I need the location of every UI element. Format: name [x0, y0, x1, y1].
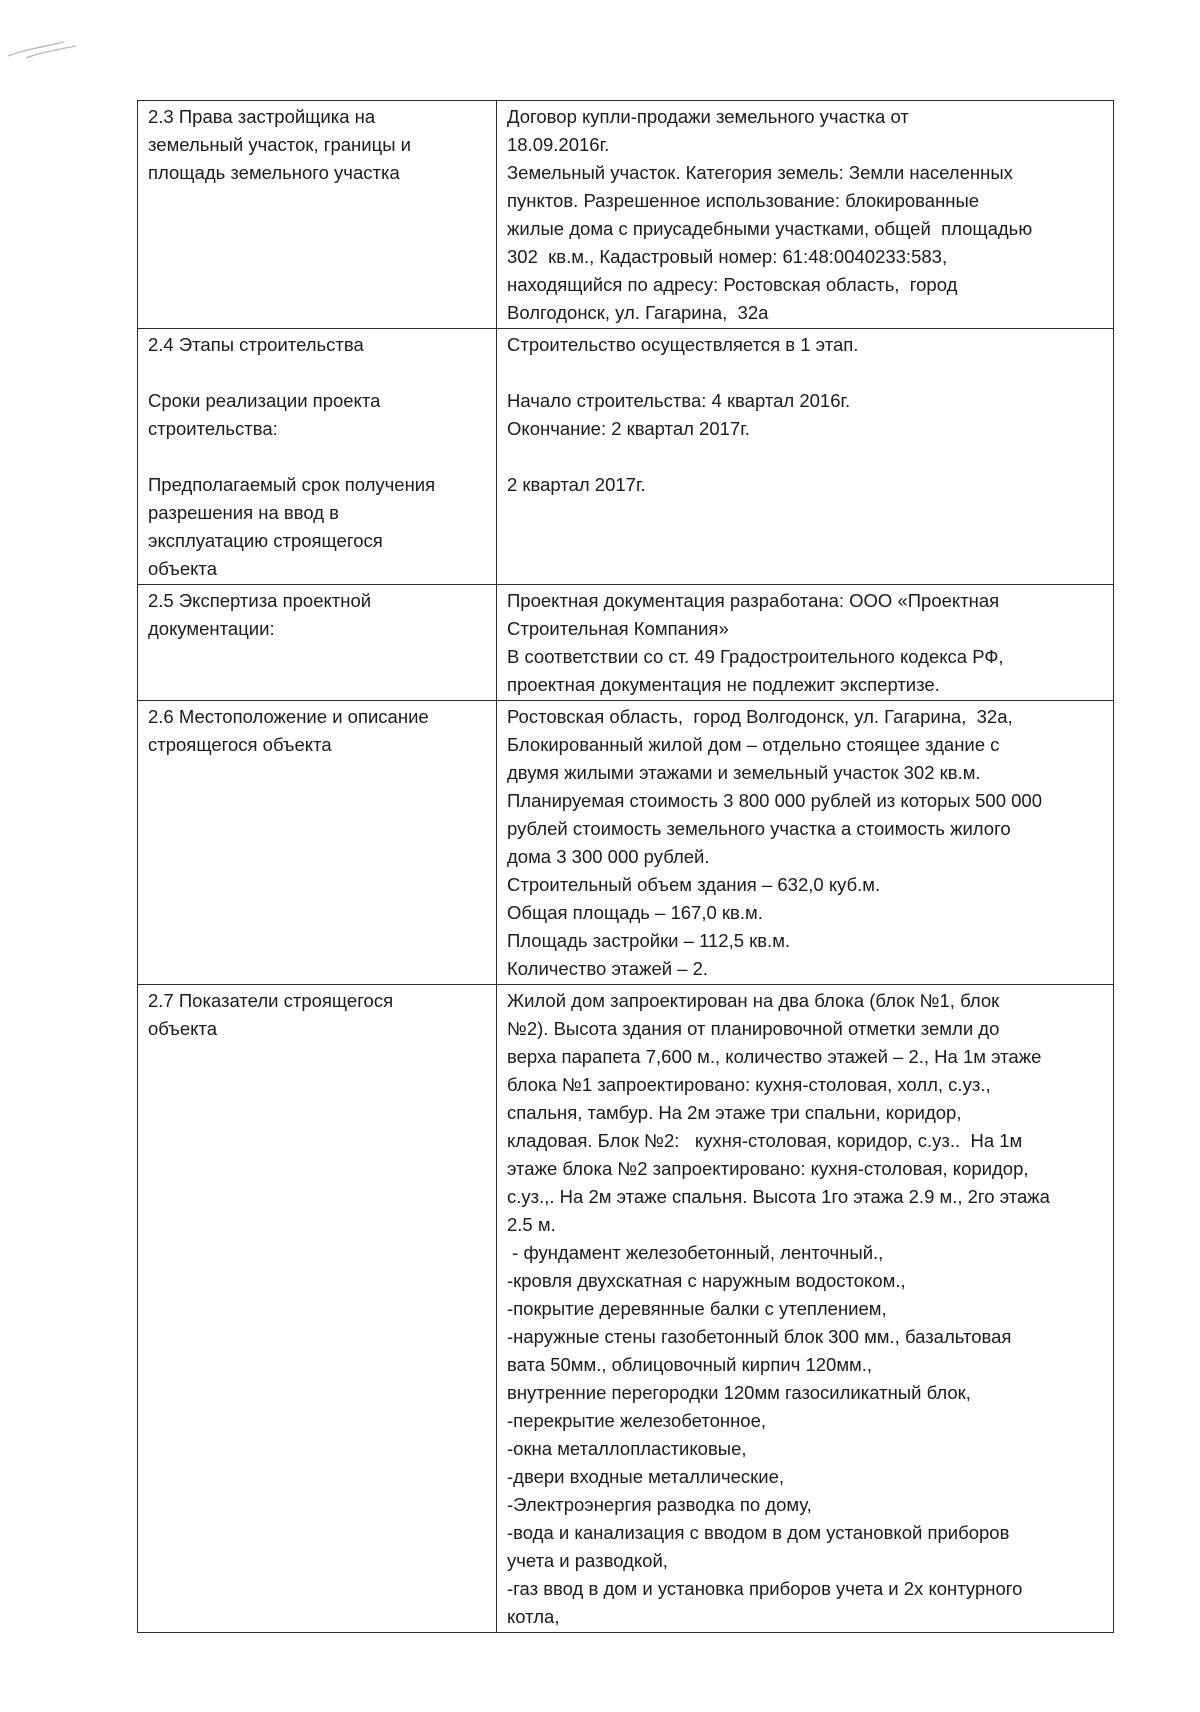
- row-content-line: 302 кв.м., Кадастровый номер: 61:48:0040233:583,: [507, 246, 948, 267]
- row-label-line: 2.5 Экспертиза проектной: [148, 590, 372, 611]
- row-label-line: строящегося объекта: [148, 734, 332, 755]
- row-content-line: пунктов. Разрешенное использование: блокированные: [507, 190, 980, 211]
- row-content-line: спальня, тамбур. На 2м этаже три спальни, коридор,: [507, 1102, 962, 1123]
- developer-info-table: [137, 100, 1114, 1633]
- row-content-line: 2.5 м.: [507, 1214, 556, 1235]
- row-content-line: дома 3 300 000 рублей.: [507, 846, 710, 867]
- row-2-3-content-cell: [497, 101, 1114, 329]
- row-content-line: Договор купли-продажи земельного участка от: [507, 106, 909, 127]
- table-row-2-6: [138, 701, 1114, 985]
- spacer: [507, 359, 1103, 387]
- row-content-line: находящийся по адресу: Ростовская область, город: [507, 274, 958, 295]
- row-content-line: Площадь застройки – 112,5 кв.м.: [507, 930, 791, 951]
- end-value: Окончание: 2 квартал 2017г.: [507, 418, 750, 439]
- row-content-line: Жилой дом запроектирован на два блока (блок №1, блок: [507, 990, 1000, 1011]
- row-content-line: В соответствии со ст. 49 Градостроительного кодекса РФ,: [507, 646, 1004, 667]
- row-content-line: -двери входные металлические,: [507, 1466, 785, 1487]
- row-content-line: -перекрытие железобетонное,: [507, 1410, 767, 1431]
- row-content-line: жилые дома с приусадебными участками, общей площадью: [507, 218, 1033, 239]
- row-content-line: №2). Высота здания от планировочной отметки земли до: [507, 1018, 1000, 1039]
- row-2-4-label-cell: [138, 329, 497, 585]
- row-2-3-label-cell: [138, 101, 497, 329]
- row-content-line: -Электроэнергия разводка по дому,: [507, 1494, 812, 1515]
- row-content-line: Количество этажей – 2.: [507, 958, 709, 979]
- table-row-2-4: [138, 329, 1114, 585]
- row-content-line: Строительная Компания»: [507, 618, 729, 639]
- permit-label-line: Предполагаемый срок получения: [148, 474, 436, 495]
- row-label-line: документации:: [148, 618, 275, 639]
- row-content-line: кладовая. Блок №2: кухня-столовая, коридор, с.уз.. На 1м: [507, 1130, 1023, 1151]
- row-content-line: котла,: [507, 1606, 560, 1627]
- scan-artifact-mark: [6, 34, 86, 64]
- row-content-line: Планируемая стоимость 3 800 000 рублей из которых 500 000: [507, 790, 1043, 811]
- row-2-5-label-cell: [138, 585, 497, 701]
- row-content-line: верха парапета 7,600 м., количество этажей – 2., На 1м этаже: [507, 1046, 1042, 1067]
- row-2-7-content-cell: [497, 985, 1114, 1633]
- row-content-line: -покрытие деревянные балки с утеплением,: [507, 1298, 887, 1319]
- row-2-7-label-cell: [138, 985, 497, 1633]
- start-value: Начало строительства: 4 квартал 2016г.: [507, 390, 851, 411]
- permit-label-line: объекта: [148, 558, 217, 579]
- permit-label-line: эксплуатацию строящегося: [148, 530, 383, 551]
- row-content-line: двумя жилыми этажами и земельный участок 302 кв.м.: [507, 762, 981, 783]
- row-content-line: внутренние перегородки 120мм газосиликатный блок,: [507, 1382, 971, 1403]
- row-content-line: учета и разводкой,: [507, 1550, 668, 1571]
- row-content-line: этаже блока №2 запроектировано: кухня-столовая, коридор,: [507, 1158, 1029, 1179]
- row-label-line: земельный участок, границы и: [148, 134, 411, 155]
- stages-value: Строительство осуществляется в 1 этап.: [507, 334, 859, 355]
- row-2-6-label-cell: [138, 701, 497, 985]
- row-2-6-content-cell: [497, 701, 1114, 985]
- table-row-2-5: [138, 585, 1114, 701]
- table-row-2-7: [138, 985, 1114, 1633]
- row-content-line: Проектная документация разработана: ООО «Проектная: [507, 590, 1000, 611]
- row-label-line: объекта: [148, 1018, 217, 1039]
- permit-value: 2 квартал 2017г.: [507, 474, 646, 495]
- row-content-line: - фундамент железобетонный, ленточный.,: [507, 1242, 884, 1263]
- row-label-line: 2.3 Права застройщика на: [148, 106, 376, 127]
- row-content-line: Блокированный жилой дом – отдельно стоящее здание с: [507, 734, 1000, 755]
- row-content-line: -окна металлопластиковые,: [507, 1438, 747, 1459]
- terms-label-line: Сроки реализации проекта: [148, 390, 381, 411]
- row-content-line: с.уз.,. На 2м этаже спальня. Высота 1го этажа 2.9 м., 2го этажа: [507, 1186, 1050, 1207]
- row-content-line: -кровля двухскатная с наружным водостоком.,: [507, 1270, 906, 1291]
- row-content-line: -вода и канализация с вводом в дом установкой приборов: [507, 1522, 1010, 1543]
- row-content-line: -газ ввод в дом и установка приборов учета и 2х контурного: [507, 1578, 1023, 1599]
- terms-label-line: строительства:: [148, 418, 278, 439]
- row-content-line: рублей стоимость земельного участка а стоимость жилого: [507, 818, 1011, 839]
- row-content-line: 18.09.2016г.: [507, 134, 610, 155]
- table-row-2-3: [138, 101, 1114, 329]
- spacer: [148, 443, 486, 471]
- row-2-4-content-cell: [497, 329, 1114, 585]
- row-content-line: вата 50мм., облицовочный кирпич 120мм.,: [507, 1354, 873, 1375]
- row-content-line: -наружные стены газобетонный блок 300 мм., базальтовая: [507, 1326, 1012, 1347]
- row-label-line: 2.6 Местоположение и описание: [148, 706, 429, 727]
- row-2-5-content-cell: [497, 585, 1114, 701]
- spacer: [148, 359, 486, 387]
- row-label-line: площадь земельного участка: [148, 162, 400, 183]
- spacer: [507, 443, 1103, 471]
- stages-label: 2.4 Этапы строительства: [148, 334, 364, 355]
- row-content-line: Волгодонск, ул. Гагарина, 32а: [507, 302, 769, 323]
- row-content-line: Общая площадь – 167,0 кв.м.: [507, 902, 763, 923]
- row-label-line: 2.7 Показатели строящегося: [148, 990, 394, 1011]
- row-content-line: проектная документация не подлежит экспертизе.: [507, 674, 940, 695]
- row-content-line: Строительный объем здания – 632,0 куб.м.: [507, 874, 881, 895]
- permit-label-line: разрешения на ввод в: [148, 502, 340, 523]
- row-content-line: Земельный участок. Категория земель: Земли населенных: [507, 162, 1013, 183]
- row-content-line: Ростовская область, город Волгодонск, ул. Гагарина, 32а,: [507, 706, 1013, 727]
- row-content-line: блока №1 запроектировано: кухня-столовая, холл, с.уз.,: [507, 1074, 991, 1095]
